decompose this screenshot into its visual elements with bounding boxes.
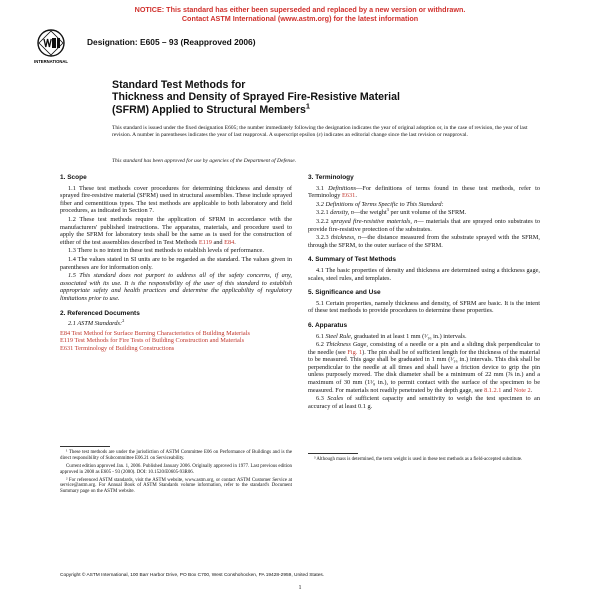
reference-code[interactable]: E119 [60, 337, 74, 345]
para-1-5: 1.5 This standard does not purport to address all of the safety concerns, if any, associated with its use. It is the responsibility of the user of this standard to establish appropriate safety and health practices and determine the applicability of regulatory limitations prior to use. [60, 272, 292, 302]
para-3-2-1-text: —the weight [353, 209, 387, 217]
para-3-2-2-num: 3.2.2 [316, 217, 331, 225]
footnote-mark-3: 3 [386, 207, 389, 213]
section-2-heading: 2. Referenced Documents [60, 309, 140, 317]
para-1-2-text: 1.2 These test methods require the application of SFRM in accordance with the manufacturers' published instructions. The apparatus, materials, and procedure used to apply the SFRM for laboratory tests shall be the same as is used for the construction of either of the test assemblies described in Test Methods [60, 215, 292, 246]
para-3-2-1-term: density, n [330, 209, 354, 217]
link-e631[interactable]: E631 [342, 192, 356, 200]
para-3-2: 3.2 Definitions of Terms Specific to This Standard: [316, 200, 444, 208]
para-3-1-term: Definitions [328, 184, 357, 192]
title-line-3-text: (SFRM) Applied to Structural Members [112, 103, 306, 116]
para-2-1 [60, 320, 292, 328]
para-5-1: 5.1 Certain properties, namely thickness and density, of SFRM are basic. It is the intent of these test methods to provide procedures to determine these properties. [308, 299, 540, 315]
reference-title[interactable]: Test Methods for Fire Tests of Building Construction and Materials [74, 337, 245, 345]
reference-title[interactable]: Terminology of Building Constructions [74, 344, 175, 352]
reference-item[interactable] [60, 337, 292, 345]
issuance-statement: This standard is issued under the fixed designation E605; the number immediately following the designation indicates the year of original adoption or, in the case of revision, the year of last revision. A number in parentheses indicates the year of last reapproval. A superscript epsilon (ε) indicates an editorial change since the last revision or reapproval. [112, 125, 528, 138]
section-1-heading: 1. Scope [60, 174, 87, 181]
astm-logo [33, 27, 69, 67]
para-4-1: 4.1 The basic properties of density and thickness are determined using a thickness gage, scales, steel rules, and templates. [308, 266, 540, 282]
para-3-1: 3.1 Definitions—For definitions of terms found in these test methods, refer to Terminology E631. [308, 184, 541, 200]
section-6-heading: 6. Apparatus [308, 321, 348, 329]
para-3-2-1 [308, 209, 540, 217]
page-number: 1 [298, 585, 302, 591]
para-1-2 [60, 216, 292, 246]
para-3-1-num: 3.1 [316, 184, 329, 192]
section-4-heading: 4. Summary of Test Methods [308, 256, 397, 264]
copyright-line: Copyright © ASTM International, 100 Barr Harbor Drive, PO Box C700, West Conshohocken, PA 19428-2959, United States. [60, 573, 325, 578]
para-6-1-num: 6.1 [316, 332, 326, 340]
para-6-3-num: 6.3 [316, 395, 328, 403]
para-6-2-and: and [501, 386, 514, 394]
para-3-2-2-text: — materials that are sprayed onto substrates to provide fire-resistive protection of the substrates. [308, 217, 540, 233]
para-6-2-text-cont: ). The pin shall be of sufficient length for the thickness of the material to be measured. This gage shall be graduated in 1 mm (¹⁄₁₆ in.) intervals. This disk shall be perpendicular to the needle at all times and shall have a friction device to grip the pin unless purposely moved. The disk diameter shall be a minimum of 22 mm (⅞ in.) and a maximum of 30 mm (1¹⁄₈ in.), to permit contact with the surface of the specimen to be measured. For materials not readily penetrated by the depth gage, see [308, 348, 540, 394]
para-6-2-term: Thickness Gage [325, 341, 367, 349]
para-6-1 [308, 333, 540, 341]
reference-item[interactable] [60, 330, 292, 338]
withdrawn-notice [0, 6, 600, 23]
para-6-3-term: Scales [327, 395, 344, 403]
para-3-2-3 [308, 234, 540, 249]
footnote-divider [60, 446, 110, 447]
designation: Designation: E605 – 93 (Reapproved 2006) [87, 37, 256, 47]
title-line-1: Standard Test Methods for [112, 79, 246, 91]
para-3-2-1-num: 3.2.1 [316, 209, 331, 217]
para-3-2-2-term: sprayed fire-resistive materials, n [330, 217, 418, 225]
link-8-1-2-1[interactable]: 8.1.2.1 [484, 386, 502, 394]
notice-line-2: Contact ASTM International (www.astm.org) for the latest information [181, 13, 419, 23]
para-3-2-3-num: 3.2.3 [316, 234, 331, 242]
para-6-1-term: Steel Rule [325, 332, 351, 340]
section-3-heading: 3. Terminology [308, 174, 354, 181]
reference-code[interactable]: E84 [60, 329, 71, 337]
title-footnote-mark: 1 [305, 101, 310, 111]
para-1-4: 1.4 The values stated in SI units are to be regarded as the standard. The values given in parentheses are for information only. [60, 255, 292, 271]
para-6-3 [308, 395, 540, 410]
reference-item[interactable] [60, 345, 292, 353]
reference-list [60, 330, 292, 353]
footnote-3: ³ Although mass is determined, the term weight is used in these test methods as a field-accepted substitute. [314, 457, 523, 463]
para-6-2 [308, 341, 540, 394]
footnote-divider-right [308, 453, 358, 454]
para-1-2-end: . [234, 238, 236, 246]
footnote-mark-2: 2 [122, 318, 125, 323]
para-1-1: 1.1 These test methods cover procedures for determining thickness and density of sprayed fire-resistive material (SFRM) used in structural assemblies. These include sprayed fiber and cementitious types. The test methods are applicable to both laboratory and field procedures, as indicated in Section 7. [60, 184, 292, 215]
para-2-1-text: 2.1 ASTM Standards: [68, 320, 123, 328]
right-column [308, 174, 540, 465]
para-3-1-text: —For definitions of terms found in these test methods, refer to Terminology [308, 184, 541, 200]
notice-line-1: NOTICE: This standard has either been superseded and replaced by a new version or withdrawn. [134, 5, 466, 14]
footnote-1: ¹ These test methods are under the jurisdiction of ASTM Committee E06 on Performance of Buildings and is the direct responsibility of Subcommittee E06.21 on Serviceability. [60, 450, 292, 462]
left-column [60, 174, 292, 497]
para-1-2-and: and [211, 238, 225, 246]
link-note-2[interactable]: Note 2 [513, 386, 531, 394]
para-3-2-1-rest: per unit volume of the SFRM. [388, 209, 467, 217]
link-fig-1[interactable]: Fig. 1 [347, 348, 363, 356]
logo-wordmark: INTERNATIONAL [34, 59, 68, 64]
document-title [112, 79, 552, 116]
reference-title[interactable]: Test Method for Surface Burning Characteristics of Building Materials [71, 329, 250, 337]
link-e119[interactable]: E119 [198, 238, 212, 246]
para-6-2-text: , consisting of a needle or a pin and a sliding disk perpendicular to the needle (see [308, 341, 540, 356]
title-line-3 [112, 101, 552, 116]
section-5-heading: 5. Significance and Use [308, 289, 381, 297]
title-line-2: Thickness and Density of Sprayed Fire-Resistive Material [112, 91, 400, 104]
footnote-2: ² For referenced ASTM standards, visit the ASTM website, www.astm.org, or contact ASTM Customer Service at service@astm.org. For Annual Book of ASTM Standards volume information, refer to the standard's Document Summary page on the ASTM website. [60, 477, 292, 495]
para-6-3-text: of sufficient capacity and sensitivity to weigh the test specimen to an accuracy of at least 0.1 g. [308, 395, 540, 410]
para-1-3: 1.3 There is no intent in these test methods to establish levels of performance. [68, 247, 264, 255]
link-e84[interactable]: E84 [224, 238, 235, 246]
para-6-2-num: 6.2 [316, 341, 326, 349]
reference-code[interactable]: E631 [60, 344, 74, 352]
footnote-1-edition: Current edition approved Jan. 1, 2006. Published January 2006. Originally approved in 1977. Last previous edition approved in 2000 as E605 - 93 (2000). DOI: 10.1520/E0605-93R06. [60, 464, 292, 475]
dod-approval: This standard has been approved for use by agencies of the Department of Defense. [112, 158, 297, 164]
para-3-2-3-text: —the distance measured from the substrate sprayed with the SFRM, through the SFRM, to the outer surface of the SFRM. [308, 234, 540, 249]
para-6-1-text: , graduated in at least 1 mm (¹⁄₁₆ in.) intervals. [350, 332, 467, 340]
para-3-2-3-term: thickness, n [330, 234, 362, 242]
para-3-2-2 [308, 218, 540, 233]
para-6-2-end: . [530, 386, 533, 394]
